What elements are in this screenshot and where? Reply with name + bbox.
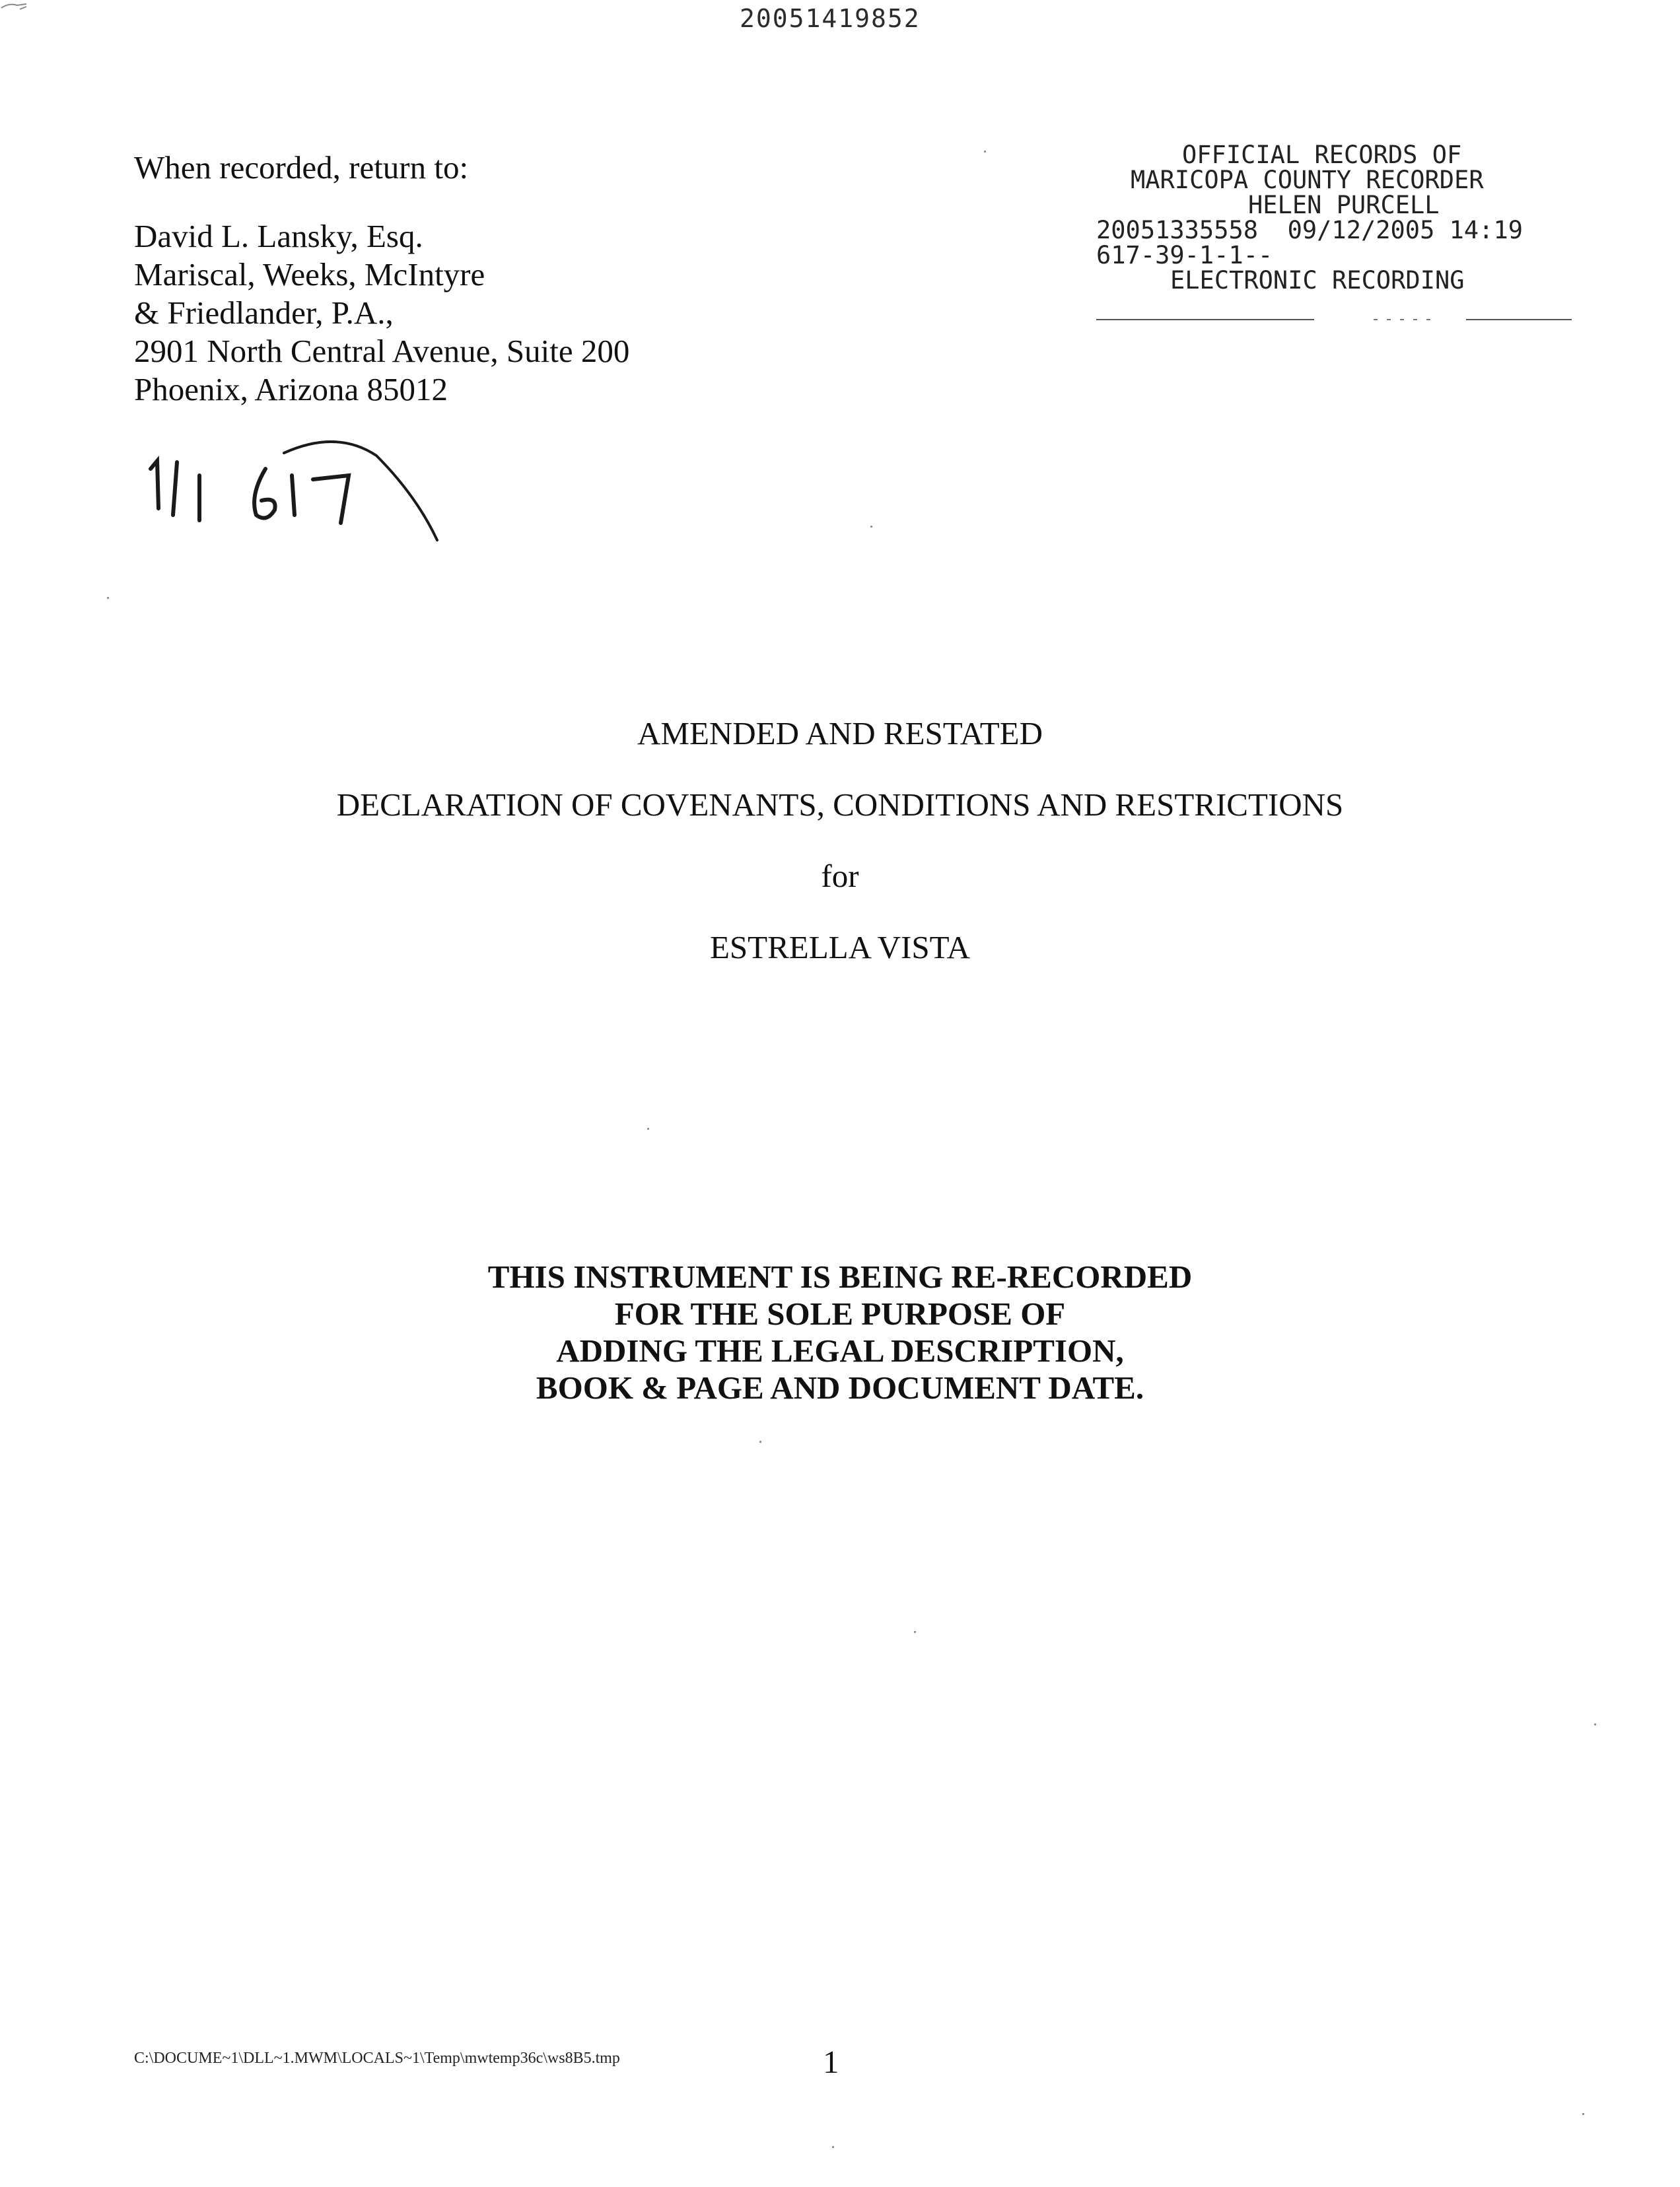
scan-speck xyxy=(832,2146,834,2148)
recorder-stamp xyxy=(1083,143,1585,293)
return-address-block xyxy=(134,149,629,409)
scan-speck xyxy=(1582,2113,1584,2115)
notice-line-4: BOOK & PAGE AND DOCUMENT DATE. xyxy=(536,1370,1144,1406)
stamp-line-reference-code: 617-39-1-1-- xyxy=(1096,241,1273,269)
return-address-line: Phoenix, Arizona 85012 xyxy=(134,371,448,407)
title-line-declaration: DECLARATION OF COVENANTS, CONDITIONS AND RESTRICTIONS xyxy=(336,786,1344,823)
notice-line-3: ADDING THE LEGAL DESCRIPTION, xyxy=(556,1333,1124,1369)
page-number: 1 xyxy=(823,2044,839,2080)
scan-speck xyxy=(1594,1723,1596,1725)
document-number: 20051419852 xyxy=(740,4,921,33)
stamp-line-official-records: OFFICIAL RECORDS OF xyxy=(1182,141,1462,169)
corner-scan-mark xyxy=(0,0,59,20)
return-address-line: 2901 North Central Avenue, Suite 200 xyxy=(134,333,630,369)
footer-file-path: C:\DOCUME~1\DLL~1.MWM\LOCALS~1\Temp\mwtemp36c\ws8B5.tmp xyxy=(134,2050,620,2067)
scan-speck xyxy=(914,1631,916,1633)
stamp-underline xyxy=(1096,318,1572,321)
scan-speck xyxy=(647,1128,649,1130)
scan-speck xyxy=(107,597,109,599)
return-address-heading: When recorded, return to: xyxy=(134,149,469,186)
title-line-amended: AMENDED AND RESTATED xyxy=(637,715,1043,751)
return-address-line: & Friedlander, P.A., xyxy=(134,295,394,331)
stamp-line-record-number-date: 20051335558 09/12/2005 14:19 xyxy=(1096,216,1523,244)
notice-line-1: THIS INSTRUMENT IS BEING RE-RECORDED xyxy=(487,1259,1193,1295)
title-line-for: for xyxy=(821,858,859,894)
stamp-line-electronic-recording: ELECTRONIC RECORDING xyxy=(1170,266,1465,295)
notice-line-2: FOR THE SOLE PURPOSE OF xyxy=(614,1296,1066,1332)
stamp-line-recorder-name: HELEN PURCELL xyxy=(1248,191,1440,219)
handwritten-note xyxy=(139,423,456,555)
stamp-line-county-recorder: MARICOPA COUNTY RECORDER xyxy=(1131,166,1484,194)
return-address-line: David L. Lansky, Esq. xyxy=(134,218,423,254)
scan-speck xyxy=(759,1441,761,1443)
scan-speck xyxy=(870,526,872,528)
return-address-line: Mariscal, Weeks, McIntyre xyxy=(134,256,485,293)
scan-speck xyxy=(984,151,986,153)
title-line-estrella-vista: ESTRELLA VISTA xyxy=(710,929,970,965)
